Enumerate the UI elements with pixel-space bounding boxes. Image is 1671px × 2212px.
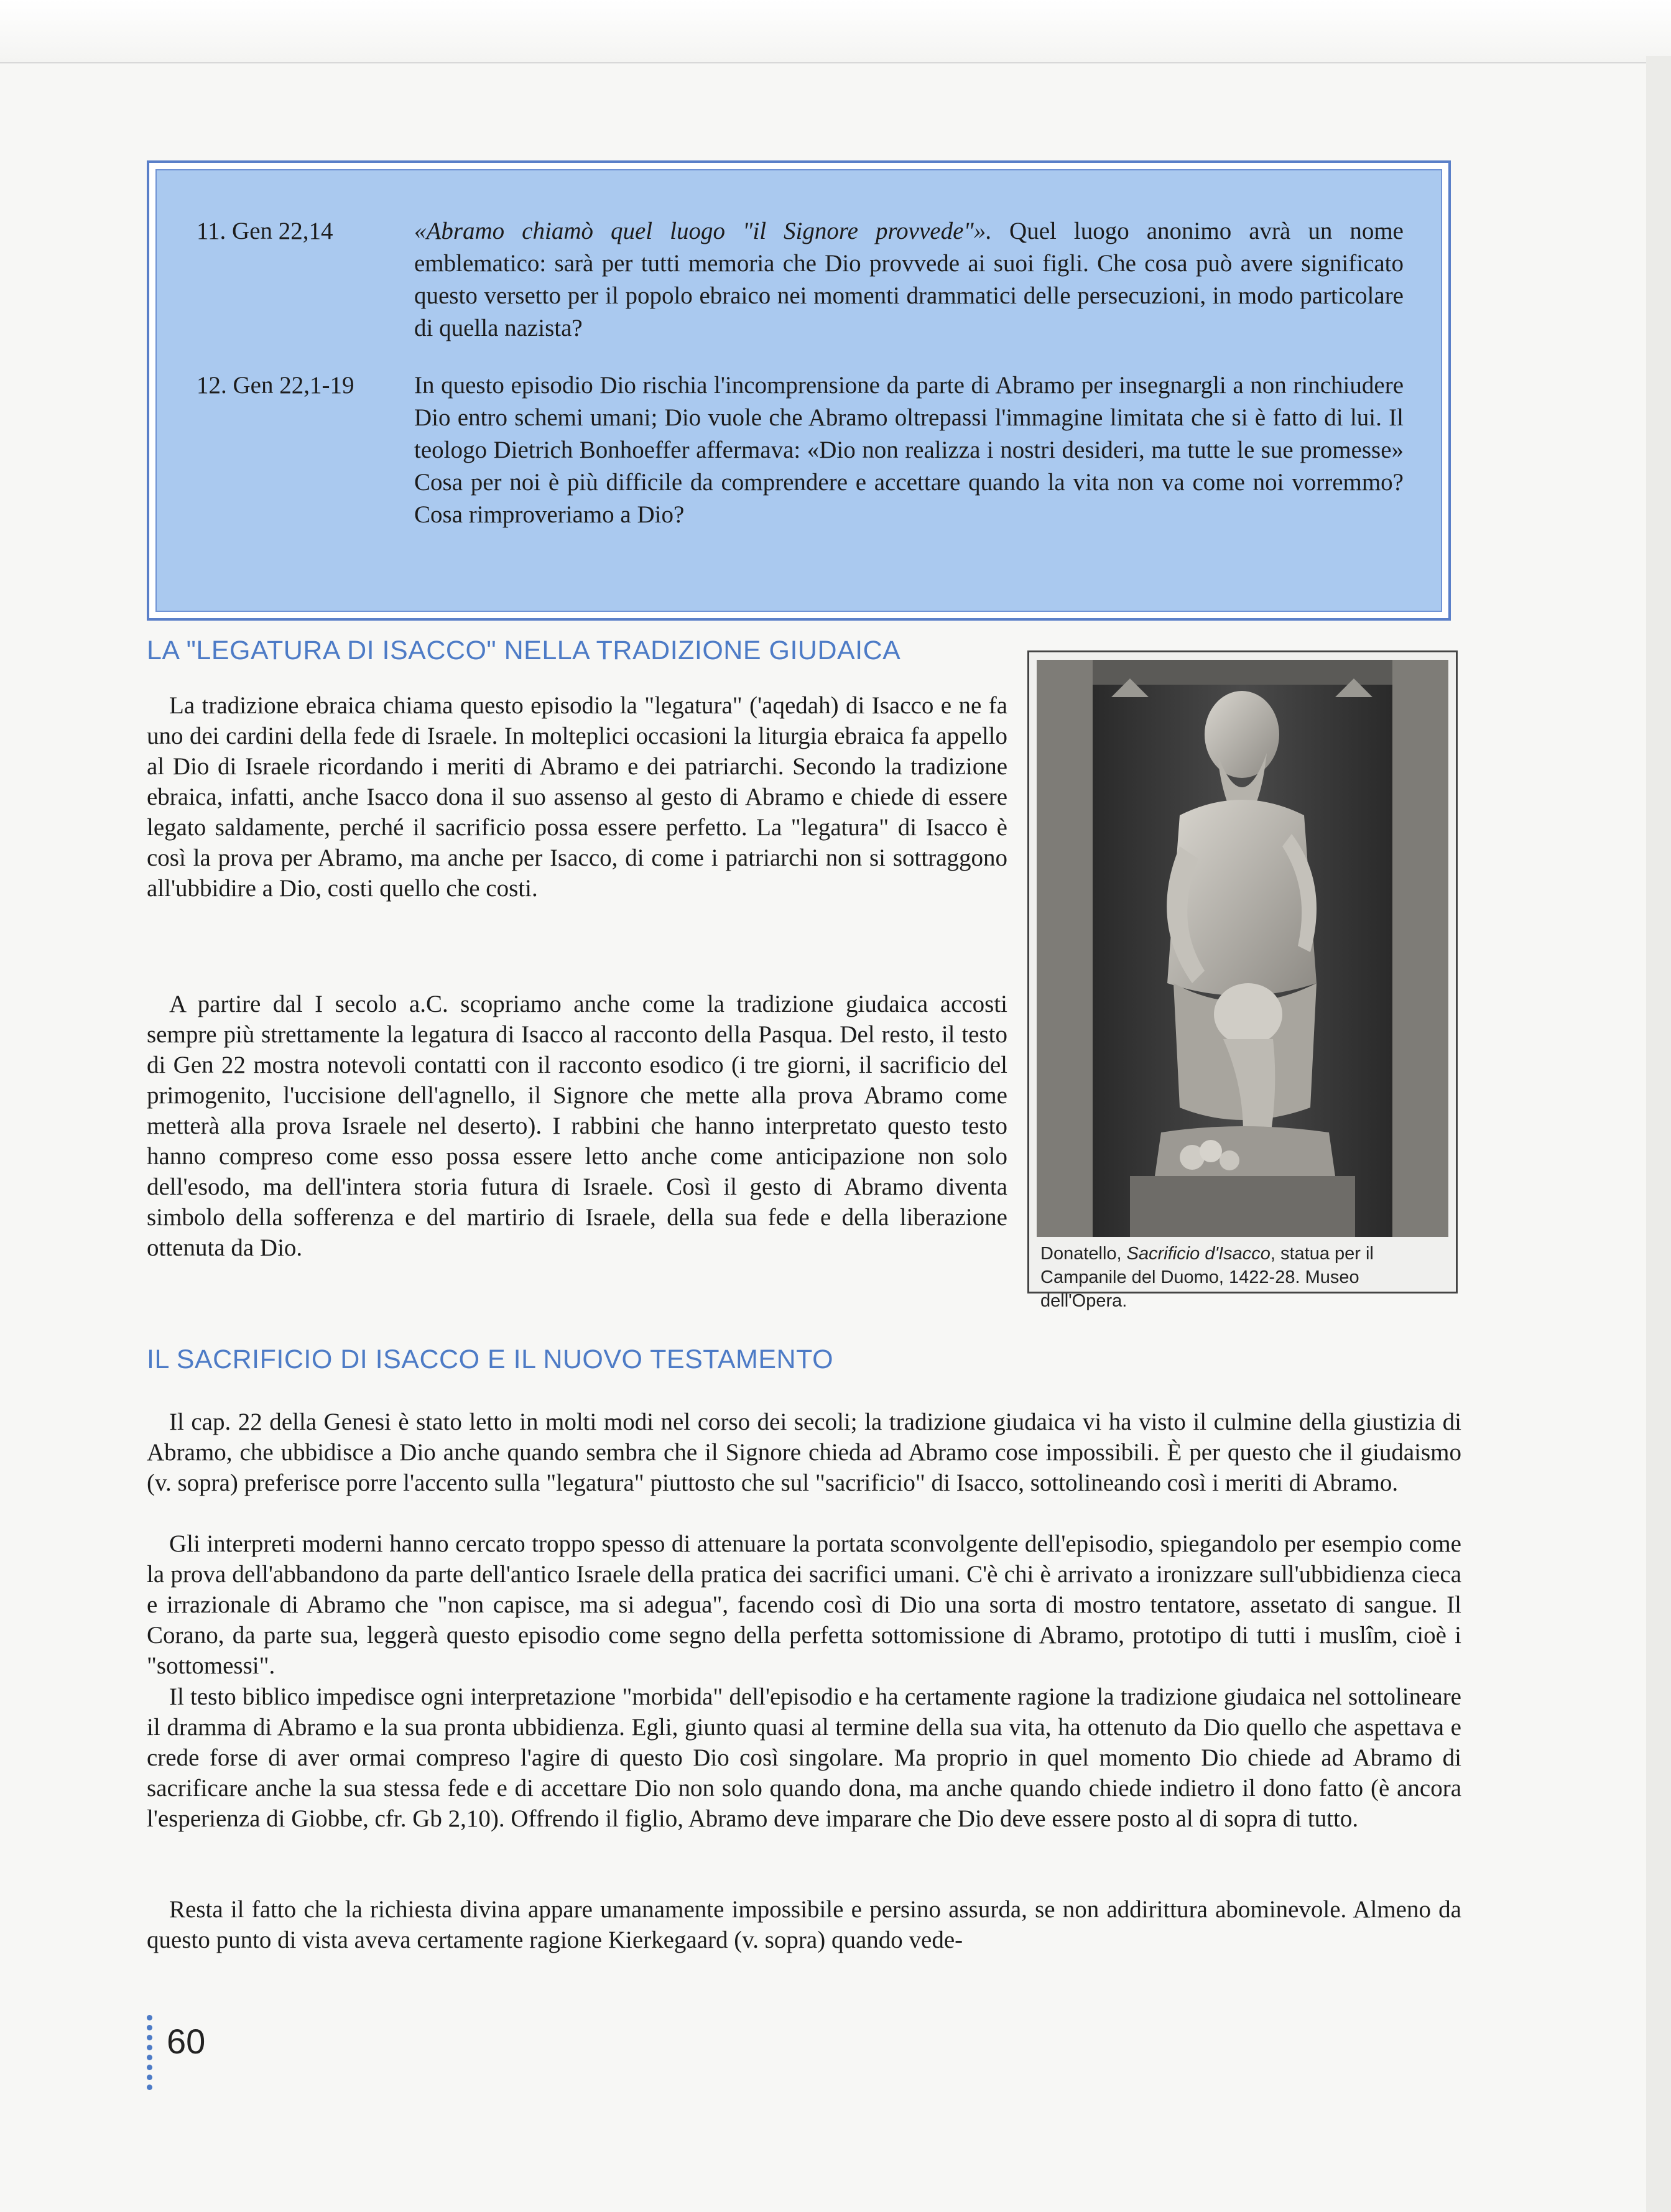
paragraph: La tradizione ebraica chiama questo episodio la "legatura" ('aqedah) di Isacco e ne fa uno dei cardini della fede di Israele. In molteplici occasioni la liturgia ebraica fa appello al Dio di Israele ricordando i meriti di Abramo e dei patriarchi. Secondo la tradizione ebraica, infatti, anche Isacco dona il suo assenso al gesto di Abramo e chiede di essere legato saldamente, perché il sacrificio possa essere perfetto. La "legatura" di Isacco è così la prova per Abramo, ma anche per Isacco, di come i patriarchi non si sottraggono all'ubbidire a Dio, costi quello che costi. bbox=[147, 692, 1007, 902]
questions-box bbox=[147, 160, 1451, 621]
caption-prefix: Donatello, bbox=[1040, 1244, 1127, 1264]
caption-title: Sacrificio d'Isacco bbox=[1126, 1244, 1271, 1264]
paragraph: Resta il fatto che la richiesta divina appare umanamente impossibile e persino assurda, se non addirittura abominevole. Almeno da questo punto di vista aveva certamente ragione Kierkegaard (v. sopra) quando vede- bbox=[147, 1896, 1461, 1953]
section-heading-nuovo-testamento: IL SACRIFICIO DI ISACCO E IL NUOVO TESTAMENTO bbox=[147, 1344, 834, 1374]
question-quote: «Abramo chiamò quel luogo "il Signore provvede"». bbox=[414, 218, 993, 244]
question-ref: 12. Gen 22,1-19 bbox=[197, 372, 354, 399]
section-heading-legatura: LA "LEGATURA DI ISACCO" NELLA TRADIZIONE GIUDAICA bbox=[147, 636, 901, 665]
paragraph: Il cap. 22 della Genesi è stato letto in molti modi nel corso dei secoli; la tradizione giudaica vi ha visto il culmine della giustizia di Abramo, che ubbidisce a Dio anche quando sembra che il Signore chieda ad Abramo cose impossibili. È per questo che il giudaismo (v. sopra) preferisce porre l'accento sulla "legatura" piuttosto che sul "sacrificio" di Isacco, sottolineando così i meriti di Abramo. bbox=[147, 1409, 1461, 1496]
questions-box-inner bbox=[155, 169, 1442, 612]
paragraph: A partire dal I secolo a.C. scopriamo anche come la tradizione giudaica accosti sempre più strettamente la legatura di Isacco al racconto della Pasqua. Del resto, il testo di Gen 22 mostra notevoli contatti con il racconto esodico (i tre giorni, il sacrificio del primogenito, l'uccisione dell'agnello, il Signore che mette alla prova Abramo come metterà alla prova Israele nel deserto). I rabbini che hanno interpretato questo testo hanno compreso come esso possa essere letto anche come anticipazione non solo dell'esodo, ma dell'intera storia futura di Israele. Così il gesto di Abramo diventa simbolo della sofferenza e del martirio di Israele, della sua fede e della liberazione ottenuta da Dio. bbox=[147, 991, 1007, 1261]
page-number-dots bbox=[147, 2015, 155, 2102]
question-ref: 11. Gen 22,14 bbox=[197, 218, 333, 244]
question-text: In questo episodio Dio rischia l'incomprensione da parte di Abramo per insegnargli a non rinchiudere Dio entro schemi umani; Dio vuole che Abramo oltrepassi l'immagine limitata che si è fatto di lui. Il teologo Dietrich Bonhoeffer affermava: «Dio non realizza i nostri desideri, ma tutte le sue promesse» Cosa per noi è più difficile da comprendere e accettare quando la vita non va come noi vorremmo? Cosa rimproveriamo a Dio? bbox=[414, 372, 1404, 528]
page-top-edge bbox=[0, 0, 1671, 63]
figure-caption bbox=[1040, 1242, 1447, 1313]
figure-donatello bbox=[1027, 650, 1458, 1311]
question-body: Quel luogo anonimo avrà un nome emblematico: sarà per tutti memoria che Dio provvede ai suoi figli. Che cosa può avere significato questo versetto per il popolo ebraico nei momenti drammatici delle persecuzioni, in modo particolare di quella nazista? bbox=[414, 218, 1404, 341]
caption-suffix: , statua per il Campanile del Duomo, 1422-28. Museo dell'Opera. bbox=[1040, 1244, 1374, 1311]
page-number: 60 bbox=[167, 2022, 206, 2061]
page-right-edge bbox=[1646, 56, 1671, 2212]
statue-photo bbox=[1037, 660, 1448, 1237]
question-text bbox=[414, 215, 1404, 345]
paragraph: Il testo biblico impedisce ogni interpretazione "morbida" dell'episodio e ha certamente ragione la tradizione giudaica nel sottolineare il dramma di Abramo e la sua pronta ubbidienza. Egli, giunto quasi al termine della sua vita, ha ottenuto da Dio quello che aspettava e crede forse di aver ormai compreso l'agire di questo Dio così singolare. Ma proprio in quel momento Dio chiede ad Abramo di sacrificare anche la sua stessa fede e di accettare Dio non solo quando dona, ma anche quando chiede indietro il dono fatto (è ancora l'esperienza di Giobbe, cfr. Gb 2,10). Offrendo il figlio, Abramo deve imparare che Dio deve essere posto al di sopra di tutto. bbox=[147, 1683, 1461, 1832]
question-12 bbox=[197, 369, 1404, 575]
paragraph: Gli interpreti moderni hanno cercato troppo spesso di attenuare la portata sconvolgente dell'episodio, spiegandolo per esempio come la prova dell'abbandono da parte dell'antico Israele della pratica dei sacrifici umani. C'è chi è arrivato a ironizzare sull'ubbidienza cieca e irrazionale di Abramo che "non capisce, ma si adegua", facendo così di Dio una sorta di mostro tentatore, assetato di sangue. Il Corano, da parte sua, leggerà questo episodio come segno della perfetta sottomissione di Abramo, prototipo di tutti i muslîm, cioè i "sottomessi". bbox=[147, 1530, 1461, 1679]
question-11 bbox=[197, 215, 1404, 346]
